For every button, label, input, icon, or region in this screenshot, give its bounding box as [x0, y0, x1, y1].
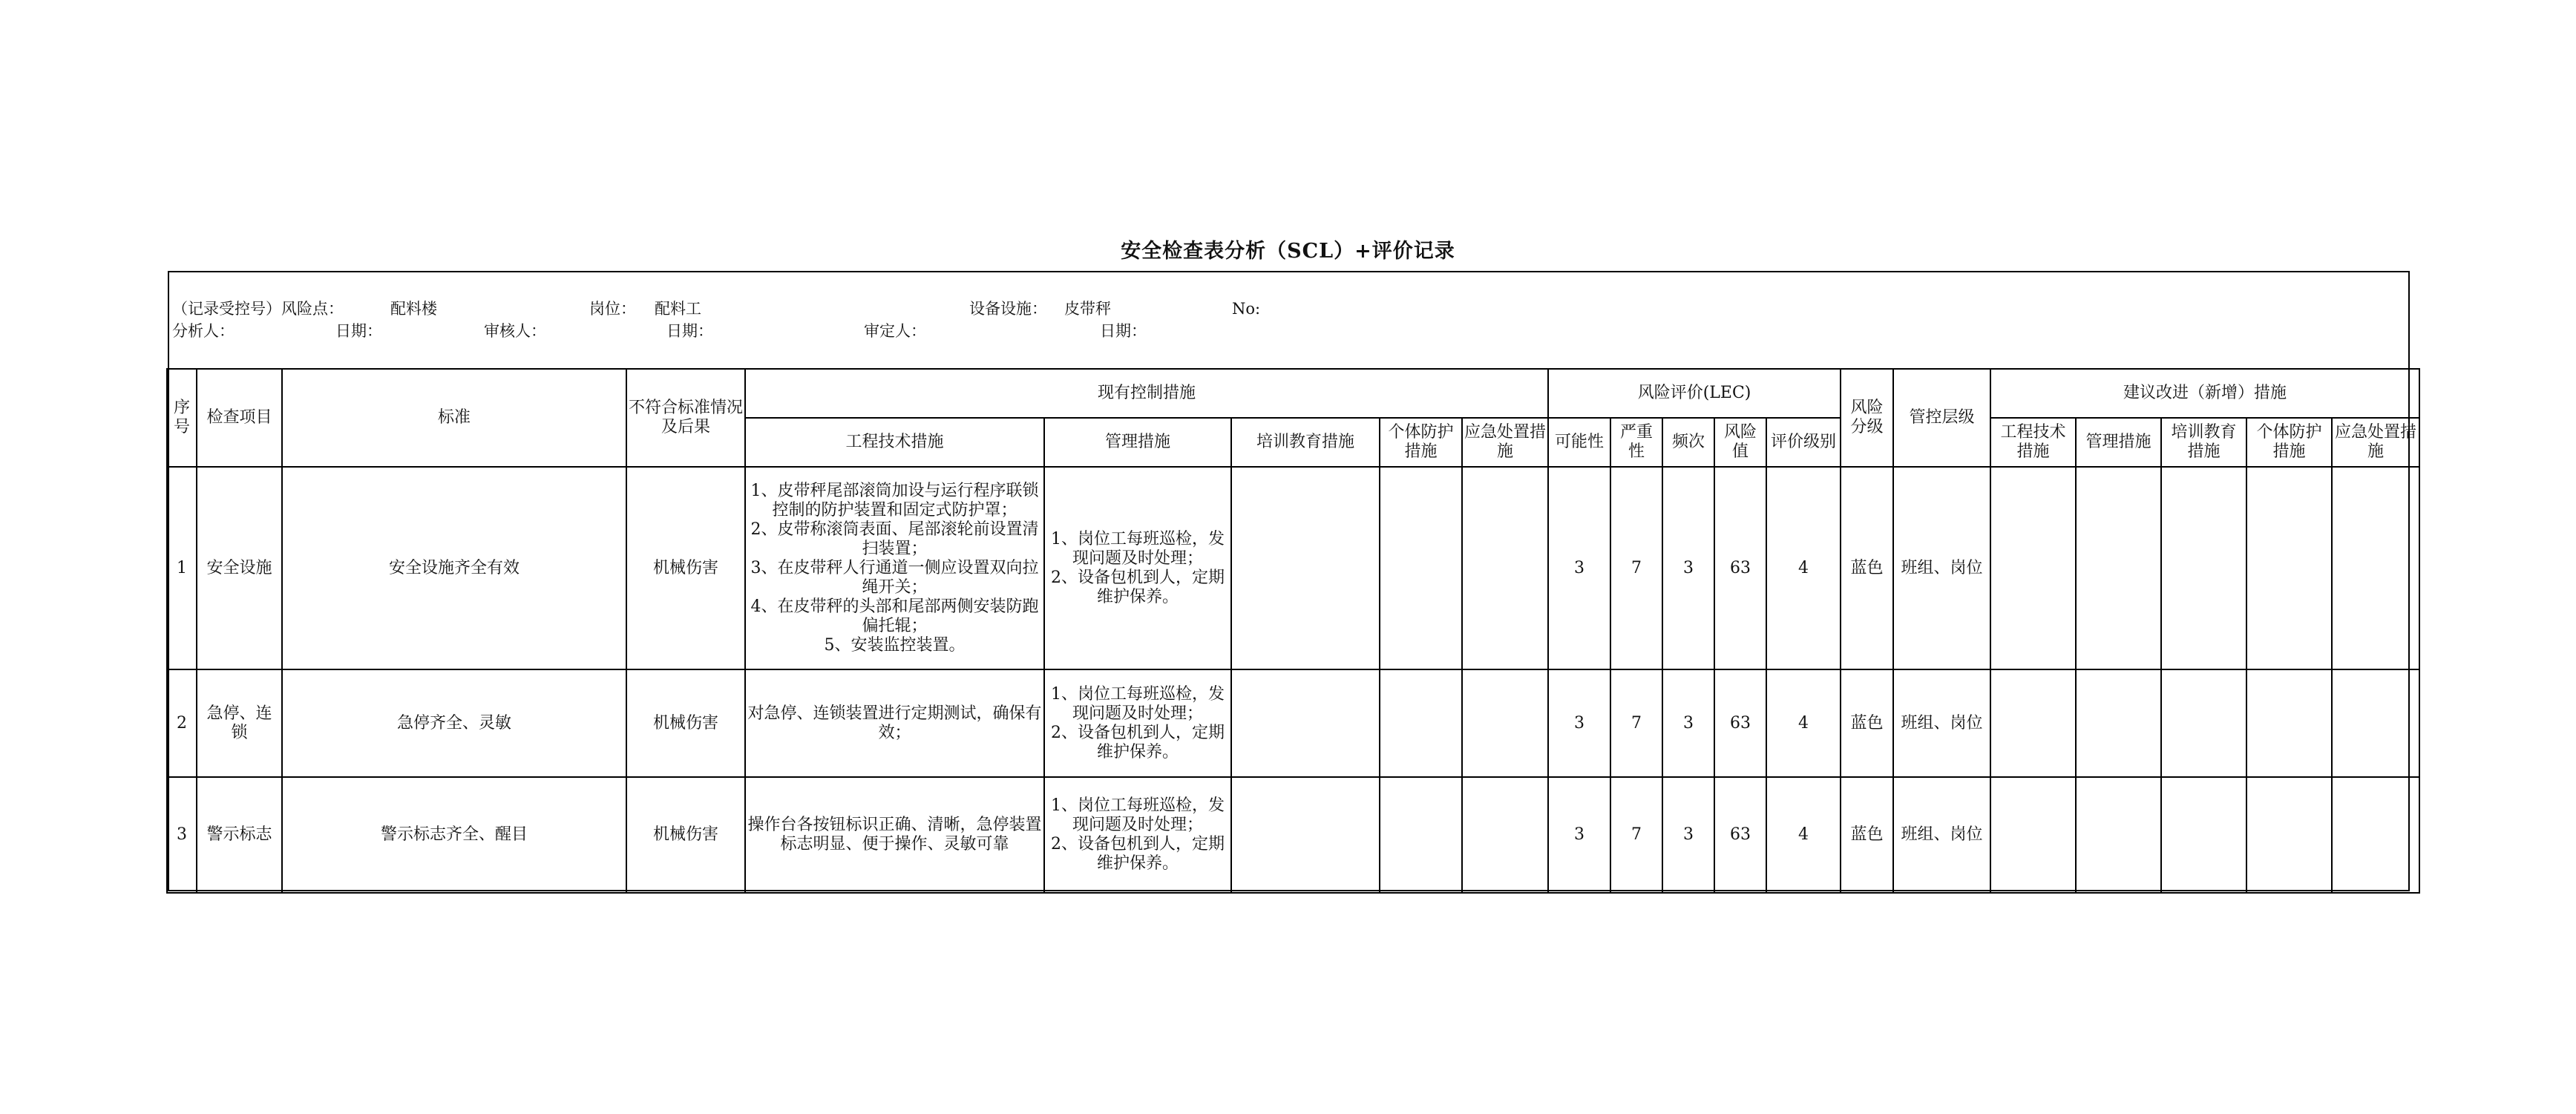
row-control-level: 班组、岗位: [1893, 669, 1990, 777]
col-standard-header: 标准: [282, 369, 626, 467]
row-eval-level: 4: [1766, 467, 1841, 669]
equipment-label: 设备设施：: [969, 300, 1047, 318]
analyst-label: 分析人：: [172, 322, 235, 340]
existing-measures-header: 现有控制措施: [745, 369, 1548, 418]
row-standard: 安全设施齐全有效: [282, 467, 626, 669]
col-emergency-header: 应急处置措施: [1462, 418, 1548, 467]
suggested-measures-header: 建议改进（新增）措施: [1990, 369, 2419, 418]
scl-table: [166, 368, 2420, 894]
row-suggested-training: [2161, 669, 2246, 777]
col-risk-grade-header: 风险分级: [1841, 369, 1893, 467]
row-likelihood: 3: [1548, 777, 1610, 893]
page-title: 安全检查表分析（SCL）+评价记录: [1121, 240, 1455, 263]
row-emergency: [1462, 777, 1548, 893]
row-emergency: [1462, 669, 1548, 777]
table-row: [167, 669, 2419, 777]
row-training: [1231, 777, 1380, 893]
col-frequency-header: 频次: [1662, 418, 1714, 467]
col-training-header: 培训教育措施: [1231, 418, 1380, 467]
row-risk-grade: 蓝色: [1841, 669, 1893, 777]
row-frequency: 3: [1662, 777, 1714, 893]
row-risk-value: 63: [1714, 467, 1766, 669]
row-suggested-emergency: [2332, 669, 2419, 777]
col-suggested-training-header: 培训教育措施: [2161, 418, 2246, 467]
row-suggested-training: [2161, 777, 2246, 893]
row-check-item: 急停、连锁: [197, 669, 282, 777]
col-suggested-ppe-header: 个体防护措施: [2246, 418, 2332, 467]
row-training: [1231, 669, 1380, 777]
row-severity: 7: [1610, 467, 1662, 669]
post-label: 岗位：: [589, 300, 636, 318]
approver-label: 审定人：: [864, 322, 926, 340]
row-suggested-ppe: [2246, 777, 2332, 893]
eng-tech-line: 4、在皮带秤的头部和尾部两侧安装防跑偏托辊；: [750, 597, 1039, 635]
eng-tech-line: 对急停、连锁装置进行定期测试，确保有效；: [747, 704, 1042, 742]
row-suggested-ppe: [2246, 669, 2332, 777]
row-check-item: 安全设施: [197, 467, 282, 669]
row-seq: 1: [167, 467, 197, 669]
row-severity: 7: [1610, 777, 1662, 893]
management-line: 1、岗位工每班巡检，发现问题及时处理；: [1051, 529, 1225, 568]
eng-tech-line: 1、皮带秤尾部滚筒加设与运行程序联锁控制的防护装置和固定式防护罩；: [750, 481, 1039, 520]
risk-point-value: 配料楼: [390, 300, 437, 318]
eng-tech-line: 2、皮带称滚筒表面、尾部滚轮前设置清扫装置；: [750, 520, 1039, 558]
row-standard: 警示标志齐全、醒目: [282, 777, 626, 893]
row-risk-value: 63: [1714, 669, 1766, 777]
table-row: [167, 777, 2419, 893]
row-eng-tech-measures: [745, 777, 1044, 893]
col-likelihood-header: 可能性: [1548, 418, 1610, 467]
col-nonconformity-header: 不符合标准情况及后果: [626, 369, 745, 467]
row-control-level: 班组、岗位: [1893, 467, 1990, 669]
table-row: [167, 467, 2419, 669]
reviewer-label: 审核人：: [484, 322, 546, 340]
management-line: 2、设备包机到人，定期维护保养。: [1051, 568, 1225, 606]
row-suggested-eng-tech: [1990, 467, 2076, 669]
row-severity: 7: [1610, 669, 1662, 777]
row-suggested-eng-tech: [1990, 777, 2076, 893]
management-line: 1、岗位工每班巡检，发现问题及时处理；: [1051, 796, 1225, 834]
col-suggested-management-header: 管理措施: [2076, 418, 2161, 467]
row-suggested-eng-tech: [1990, 669, 2076, 777]
analyst-date-label: 日期：: [335, 322, 382, 340]
row-consequence: 机械伤害: [626, 669, 745, 777]
no-label: No:: [1232, 300, 1261, 318]
eng-tech-line: 3、在皮带秤人行通道一侧应设置双向拉绳开关；: [750, 558, 1039, 597]
eng-tech-line: 操作台各按钮标识正确、清晰，急停装置标志明显、便于操作、灵敏可靠: [747, 816, 1042, 853]
row-management-measures: [1044, 467, 1231, 669]
row-risk-grade: 蓝色: [1841, 777, 1893, 893]
col-eval-level-header: 评价级别: [1766, 418, 1841, 467]
row-suggested-management: [2076, 669, 2161, 777]
row-standard: 急停齐全、灵敏: [282, 669, 626, 777]
row-ppe: [1380, 669, 1462, 777]
risk-eval-header: 风险评价(LEC): [1548, 369, 1841, 418]
row-ppe: [1380, 467, 1462, 669]
approver-date-label: 日期：: [1100, 322, 1147, 340]
col-risk-value-header: 风险值: [1714, 418, 1766, 467]
row-eng-tech-measures: [745, 467, 1044, 669]
row-management-measures: [1044, 669, 1231, 777]
col-management-header: 管理措施: [1044, 418, 1231, 467]
eng-tech-line: 5、安装监控装置。: [824, 635, 966, 655]
row-eval-level: 4: [1766, 669, 1841, 777]
management-line: 2、设备包机到人，定期维护保养。: [1051, 723, 1225, 761]
col-suggested-emergency-header: 应急处置措施: [2332, 418, 2419, 467]
management-line: 1、岗位工每班巡检，发现问题及时处理；: [1051, 684, 1225, 723]
col-severity-header: 严重性: [1610, 418, 1662, 467]
record-no-label: （记录受控号）风险点：: [172, 300, 344, 318]
row-likelihood: 3: [1548, 467, 1610, 669]
row-eval-level: 4: [1766, 777, 1841, 893]
row-frequency: 3: [1662, 467, 1714, 669]
col-eng-tech-header: 工程技术措施: [745, 418, 1044, 467]
row-suggested-management: [2076, 777, 2161, 893]
row-control-level: 班组、岗位: [1893, 777, 1990, 893]
row-suggested-ppe: [2246, 467, 2332, 669]
row-suggested-training: [2161, 467, 2246, 669]
post-value: 配料工: [655, 300, 701, 318]
col-ppe-header: 个体防护措施: [1380, 418, 1462, 467]
row-seq: 2: [167, 669, 197, 777]
col-seq-header: 序号: [167, 369, 197, 467]
row-suggested-emergency: [2332, 777, 2419, 893]
col-control-level-header: 管控层级: [1893, 369, 1990, 467]
row-suggested-management: [2076, 467, 2161, 669]
row-ppe: [1380, 777, 1462, 893]
equipment-value: 皮带秤: [1064, 300, 1111, 318]
row-frequency: 3: [1662, 669, 1714, 777]
row-risk-grade: 蓝色: [1841, 467, 1893, 669]
header-row-1: [167, 369, 2419, 418]
col-check-item-header: 检查项目: [197, 369, 282, 467]
row-training: [1231, 467, 1380, 669]
col-suggested-eng-tech-header: 工程技术措施: [1990, 418, 2076, 467]
row-consequence: 机械伤害: [626, 777, 745, 893]
reviewer-date-label: 日期：: [666, 322, 713, 340]
row-eng-tech-measures: [745, 669, 1044, 777]
row-emergency: [1462, 467, 1548, 669]
row-consequence: 机械伤害: [626, 467, 745, 669]
row-management-measures: [1044, 777, 1231, 893]
row-suggested-emergency: [2332, 467, 2419, 669]
management-line: 2、设备包机到人，定期维护保养。: [1051, 835, 1225, 873]
row-check-item: 警示标志: [197, 777, 282, 893]
row-likelihood: 3: [1548, 669, 1610, 777]
row-seq: 3: [167, 777, 197, 893]
row-risk-value: 63: [1714, 777, 1766, 893]
